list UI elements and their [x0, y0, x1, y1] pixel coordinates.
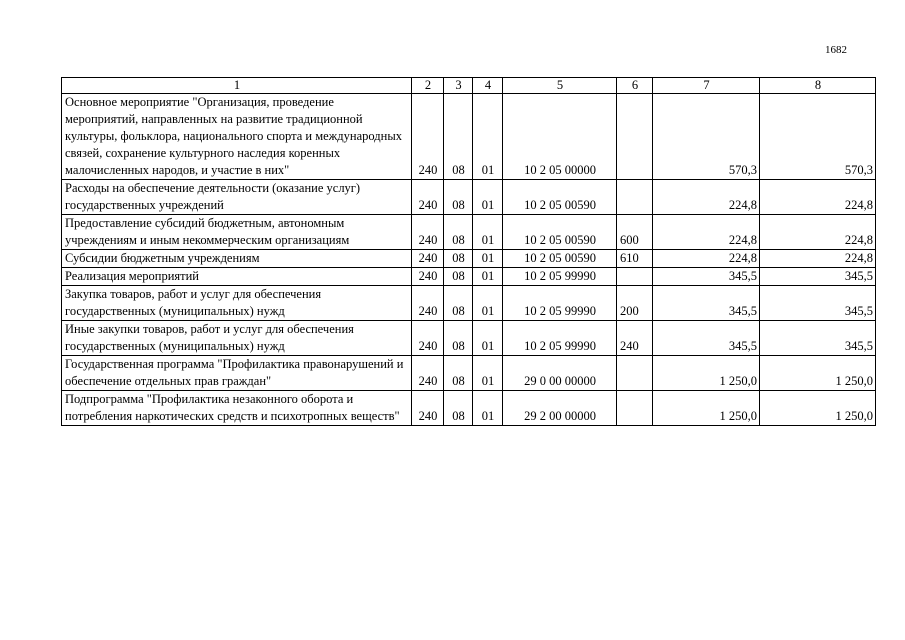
- cell-section: 08: [444, 215, 473, 250]
- cell-code: 240: [412, 180, 444, 215]
- cell-sum-8: 1 250,0: [760, 391, 876, 426]
- cell-sum-7: 1 250,0: [653, 356, 760, 391]
- cell-type: 240: [617, 321, 653, 356]
- cell-code: 240: [412, 268, 444, 286]
- cell-target: 10 2 05 00590: [503, 180, 617, 215]
- cell-sum-8: 1 250,0: [760, 356, 876, 391]
- cell-subsection: 01: [473, 215, 503, 250]
- cell-section: 08: [444, 321, 473, 356]
- row-name: Реализация мероприятий: [62, 268, 412, 286]
- cell-subsection: 01: [473, 268, 503, 286]
- cell-sum-8: 224,8: [760, 250, 876, 268]
- table-row: [62, 215, 876, 250]
- row-name: Основное мероприятие "Организация, проведение мероприятий, направленных на развитие традиционной культуры, фольклора, национального спорта и международных связей, сохранение культурного наследия коренных малочисленных народов, и участие в них": [62, 94, 412, 180]
- cell-target: 10 2 05 99990: [503, 321, 617, 356]
- row-name: Предоставление субсидий бюджетным, автономным учреждениям и иным некоммерческим организациям: [62, 215, 412, 250]
- budget-table: [61, 77, 876, 426]
- cell-sum-8: 224,8: [760, 215, 876, 250]
- cell-subsection: 01: [473, 94, 503, 180]
- cell-section: 08: [444, 391, 473, 426]
- header-cell: 3: [444, 78, 473, 94]
- cell-section: 08: [444, 286, 473, 321]
- cell-sum-8: 345,5: [760, 268, 876, 286]
- header-cell: 6: [617, 78, 653, 94]
- cell-sum-8: 345,5: [760, 286, 876, 321]
- cell-sum-7: 570,3: [653, 94, 760, 180]
- row-name: Подпрограмма "Профилактика незаконного оборота и потребления наркотических средств и психотропных веществ": [62, 391, 412, 426]
- cell-type: [617, 180, 653, 215]
- table-row: [62, 250, 876, 268]
- header-cell: 4: [473, 78, 503, 94]
- cell-subsection: 01: [473, 321, 503, 356]
- table-row: [62, 356, 876, 391]
- cell-code: 240: [412, 94, 444, 180]
- cell-sum-7: 1 250,0: [653, 391, 760, 426]
- cell-sum-8: 570,3: [760, 94, 876, 180]
- cell-type: [617, 356, 653, 391]
- cell-sum-7: 345,5: [653, 286, 760, 321]
- cell-type: [617, 94, 653, 180]
- cell-type: 200: [617, 286, 653, 321]
- header-cell: 8: [760, 78, 876, 94]
- cell-sum-8: 345,5: [760, 321, 876, 356]
- cell-target: 29 0 00 00000: [503, 356, 617, 391]
- row-name: Субсидии бюджетным учреждениям: [62, 250, 412, 268]
- cell-type: [617, 268, 653, 286]
- cell-sum-7: 224,8: [653, 180, 760, 215]
- cell-code: 240: [412, 356, 444, 391]
- cell-section: 08: [444, 268, 473, 286]
- table-row: [62, 94, 876, 180]
- cell-type: [617, 391, 653, 426]
- cell-code: 240: [412, 391, 444, 426]
- cell-code: 240: [412, 321, 444, 356]
- row-name: Государственная программа "Профилактика правонарушений и обеспечение отдельных прав граждан": [62, 356, 412, 391]
- row-name: Иные закупки товаров, работ и услуг для обеспечения государственных (муниципальных) нужд: [62, 321, 412, 356]
- cell-target: 10 2 05 00000: [503, 94, 617, 180]
- cell-type: 610: [617, 250, 653, 268]
- cell-target: 10 2 05 00590: [503, 215, 617, 250]
- row-name: Закупка товаров, работ и услуг для обеспечения государственных (муниципальных) нужд: [62, 286, 412, 321]
- page-number: 1682: [825, 44, 847, 56]
- header-cell: 7: [653, 78, 760, 94]
- cell-code: 240: [412, 215, 444, 250]
- header-cell: 5: [503, 78, 617, 94]
- header-row: [62, 78, 876, 94]
- cell-sum-7: 224,8: [653, 215, 760, 250]
- cell-section: 08: [444, 94, 473, 180]
- row-name: Расходы на обеспечение деятельности (оказание услуг) государственных учреждений: [62, 180, 412, 215]
- cell-target: 29 2 00 00000: [503, 391, 617, 426]
- cell-sum-8: 224,8: [760, 180, 876, 215]
- cell-subsection: 01: [473, 356, 503, 391]
- cell-target: 10 2 05 99990: [503, 286, 617, 321]
- table-row: [62, 286, 876, 321]
- cell-subsection: 01: [473, 286, 503, 321]
- table-row: [62, 391, 876, 426]
- cell-sum-7: 345,5: [653, 268, 760, 286]
- table-row: [62, 180, 876, 215]
- cell-section: 08: [444, 356, 473, 391]
- cell-target: 10 2 05 99990: [503, 268, 617, 286]
- cell-sum-7: 224,8: [653, 250, 760, 268]
- header-cell: 1: [62, 78, 412, 94]
- cell-subsection: 01: [473, 250, 503, 268]
- header-cell: 2: [412, 78, 444, 94]
- cell-type: 600: [617, 215, 653, 250]
- cell-sum-7: 345,5: [653, 321, 760, 356]
- cell-section: 08: [444, 180, 473, 215]
- cell-section: 08: [444, 250, 473, 268]
- cell-code: 240: [412, 250, 444, 268]
- table-row: [62, 268, 876, 286]
- cell-subsection: 01: [473, 180, 503, 215]
- cell-target: 10 2 05 00590: [503, 250, 617, 268]
- cell-code: 240: [412, 286, 444, 321]
- table-row: [62, 321, 876, 356]
- cell-subsection: 01: [473, 391, 503, 426]
